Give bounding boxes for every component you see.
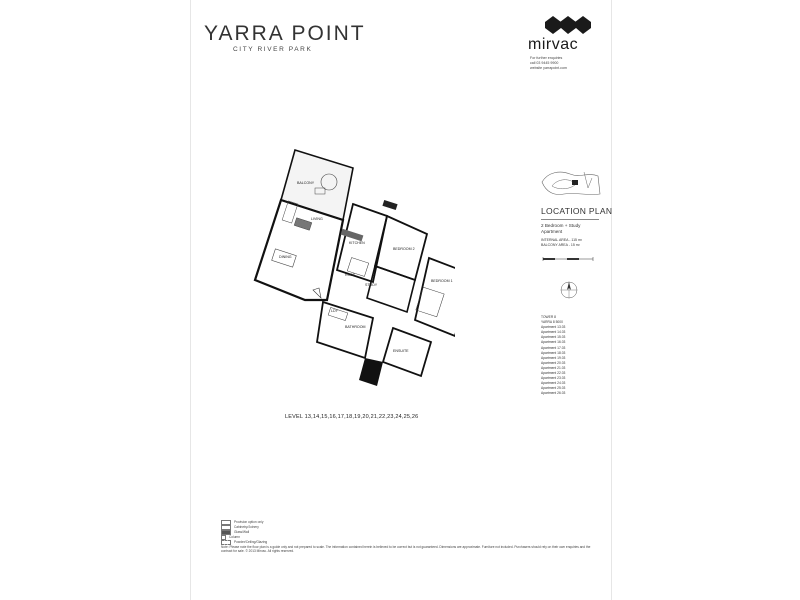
room-label-bedroom-2: BEDROOM 2 <box>393 247 415 251</box>
room-label-laundry: LDY <box>331 309 338 313</box>
unit-item: Apartment 24.03 <box>541 381 566 386</box>
north-arrow-icon <box>559 280 579 300</box>
brand-title: YARRA POINT <box>204 22 366 45</box>
scale-bar <box>541 255 597 267</box>
brand-subtitle: CITY RIVER PARK <box>233 46 313 53</box>
legend-label: Cabinetry/Joinery <box>234 525 259 530</box>
contact-line: call 03 9445 9900 <box>530 61 559 65</box>
contact-line: For further enquiries <box>530 56 563 60</box>
units-list <box>541 315 565 397</box>
unit-item: Apartment 26.03 <box>541 391 566 396</box>
contact-line: website yarrapoint.com <box>530 66 567 70</box>
tower-code: YARRA 8 5000 <box>541 320 563 325</box>
unit-item: Apartment 15.03 <box>541 335 566 340</box>
contact-info <box>530 56 567 71</box>
room-label-balcony: BALCONY <box>297 181 315 185</box>
legend-note: Note: Please note the floor plan is a guide only and not prepared to scale. The information contained herein is believed to be correct but is not guaranteed. Dimensions are approximate. Furniture not included. Purchasers should rely on their own enquiries and the contract for sale. © 2013 Mirvac. All rights reserved. <box>221 545 591 554</box>
unit-item: Apartment 20.03 <box>541 360 566 365</box>
unit-item: Apartment 16.03 <box>541 340 566 345</box>
unit-item: Apartment 22.03 <box>541 371 566 376</box>
area-summary <box>541 238 582 247</box>
unit-item: Apartment 25.03 <box>541 386 566 391</box>
bedroom-1-area <box>415 258 455 336</box>
apartment-type-line: Apartment <box>541 229 563 234</box>
legend-label: Column <box>229 535 240 540</box>
location-plan-title: LOCATION PLAN <box>541 206 613 216</box>
level-list: LEVEL 13,14,15,16,17,18,19,20,21,22,23,24,25,26 <box>285 414 419 420</box>
room-label-ensuite: ENSUITE <box>393 349 409 353</box>
room-label-dining: DINING <box>279 255 292 259</box>
legend-label: Glass/Wall <box>234 530 250 535</box>
room-label-living: LIVING <box>311 217 323 221</box>
unit-item: Apartment 13.03 <box>541 325 566 330</box>
apartment-type <box>541 223 580 235</box>
tower-label: TOWER 8 <box>541 315 556 319</box>
developer-name: mirvac <box>528 36 579 53</box>
unit-item: Apartment 23.03 <box>541 376 566 381</box>
unit-item: Apartment 17.03 <box>541 345 566 350</box>
balcony-area: BALCONY AREA - 15 m² <box>541 242 580 247</box>
apartment-type-line: 2 Bedroom + Study <box>541 223 581 228</box>
bathroom-ldy-area <box>317 302 373 358</box>
room-label-bedroom-1: BEDROOM 1 <box>431 279 453 283</box>
legend <box>221 520 601 553</box>
room-label-bathroom: BATHROOM <box>345 325 366 329</box>
floor-plan <box>245 140 455 390</box>
unit-item: Apartment 18.03 <box>541 350 566 355</box>
living-dining-area <box>255 200 343 300</box>
legend-label: Provision option only <box>234 520 264 525</box>
location-map <box>540 168 602 198</box>
unit-item: Apartment 21.03 <box>541 365 566 370</box>
legend-label: Powder/Ceiling/Glazing <box>234 540 268 545</box>
room-label-kitchen: KITCHEN <box>349 241 365 245</box>
unit-item: Apartment 14.03 <box>541 330 566 335</box>
room-label-study: STUDY <box>365 283 378 287</box>
room-label-robe: ROBE <box>345 273 356 277</box>
divider <box>541 219 599 220</box>
internal-area: INTERNAL AREA - 115 m² <box>541 238 583 242</box>
unit-item: Apartment 19.03 <box>541 355 566 360</box>
balcony-area <box>281 150 353 220</box>
